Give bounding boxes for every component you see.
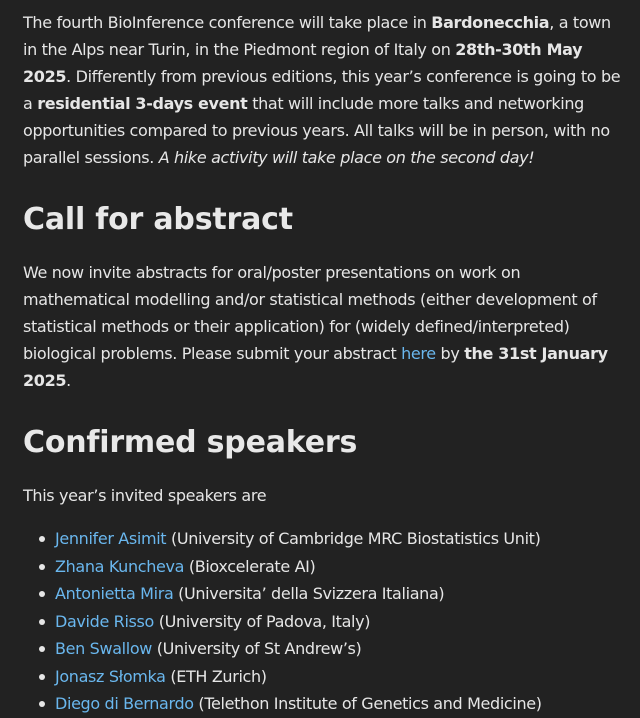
cfa-text-1: We now invite abstracts for oral/poster presentations on work on mathematical modelling and/or statistical methods (either development of statistical methods or their application) for (widely defined/interpreted) biological problems. Please submit your abstract bbox=[23, 263, 597, 363]
event-format: residential 3-days event bbox=[37, 94, 248, 113]
speaker-link[interactable]: Jennifer Asimit bbox=[55, 529, 167, 548]
hike-note: A hike activity will take place on the second day! bbox=[158, 148, 535, 167]
submit-abstract-link[interactable]: here bbox=[401, 344, 436, 363]
intro-text-3: . Differently from previous editions, this year’s conference is going to be a bbox=[23, 67, 621, 113]
speaker-affiliation: (University of St Andrew’s) bbox=[152, 639, 362, 658]
speaker-link[interactable]: Davide Risso bbox=[55, 611, 154, 631]
call-for-abstract-paragraph bbox=[23, 259, 622, 394]
list-item bbox=[55, 525, 622, 553]
cfa-text-3: . bbox=[66, 371, 71, 390]
speakers-lead-text: This year’s invited speakers are bbox=[23, 486, 267, 505]
call-for-abstract-heading: Call for abstract bbox=[23, 202, 293, 237]
abstract-deadline: the 31st January 2025 bbox=[23, 344, 608, 390]
intro-text-1: The fourth BioInference conference will take place in bbox=[23, 13, 432, 32]
speaker-link[interactable]: Ben Swallow bbox=[55, 639, 153, 658]
confirmed-speakers-heading: Confirmed speakers bbox=[23, 425, 358, 460]
speaker-affiliation: (Universita’ della Svizzera Italiana) bbox=[173, 584, 445, 603]
venue-name: Bardonecchia bbox=[431, 13, 550, 32]
speaker-affiliation: (University of Padova, Italy) bbox=[153, 611, 371, 631]
conference-dates: 28th-30th May 2025 bbox=[23, 40, 583, 86]
list-item bbox=[55, 580, 622, 608]
speaker-link[interactable]: Antonietta Mira bbox=[55, 584, 174, 603]
intro-text-4: that will include more talks and networking opportunities compared to previous years. All talks will be in person, with no parallel sessions. bbox=[23, 94, 610, 167]
list-item bbox=[55, 663, 622, 691]
cfa-text-2: by bbox=[435, 344, 465, 363]
speaker-link[interactable]: Zhana Kuncheva bbox=[55, 556, 185, 576]
intro-text-2: , a town in the Alps near Turin, in the Piedmont region of Italy on bbox=[23, 13, 611, 59]
speaker-affiliation: (University of Cambridge MRC Biostatistics Unit) bbox=[166, 529, 541, 548]
list-item bbox=[55, 608, 622, 636]
speaker-link[interactable]: Jonasz Słomka bbox=[55, 666, 166, 686]
list-item bbox=[55, 553, 622, 581]
intro-paragraph bbox=[23, 9, 622, 171]
speaker-affiliation: (ETH Zurich) bbox=[165, 666, 267, 686]
speakers-list bbox=[23, 525, 622, 718]
speaker-affiliation: (Bioxcelerate AI) bbox=[184, 556, 316, 576]
speaker-link[interactable]: Diego di Bernardo bbox=[55, 694, 194, 713]
list-item bbox=[55, 635, 622, 663]
speaker-affiliation: (Telethon Institute of Genetics and Medicine) bbox=[193, 694, 542, 713]
